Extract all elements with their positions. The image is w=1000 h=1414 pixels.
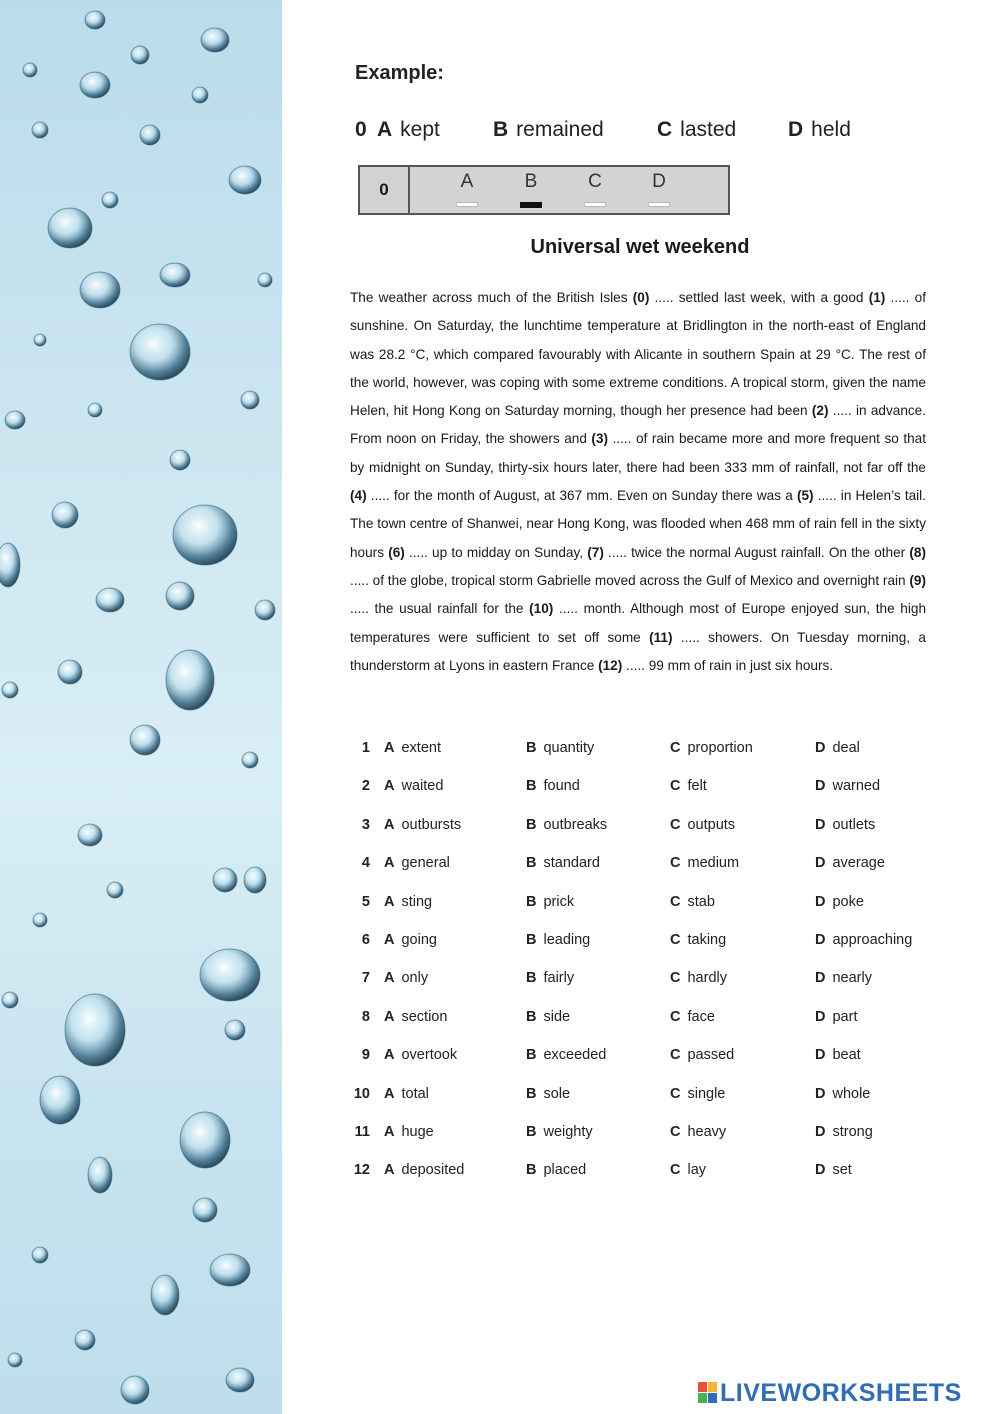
- question-option-b[interactable]: [526, 778, 580, 794]
- option-letter: D: [815, 778, 826, 795]
- question-number: 12: [353, 1162, 370, 1179]
- passage-segment: ..... of the globe, tropical storm Gabrielle moved across the Gulf of Mexico and overnight rain: [350, 572, 910, 588]
- gap-number: (6): [388, 544, 405, 560]
- gap-number: (0): [632, 290, 650, 305]
- option-letter: B: [526, 778, 537, 795]
- option-letter: B: [526, 970, 537, 987]
- option-word: quantity: [543, 740, 595, 756]
- example-option-b: B remained: [493, 118, 604, 141]
- question-option-b[interactable]: [526, 970, 574, 986]
- question-row: [350, 1047, 950, 1077]
- passage-segment: ..... up to midday on Sunday,: [404, 544, 588, 560]
- option-word: warned: [832, 778, 881, 795]
- option-letter: A: [384, 740, 395, 756]
- question-number: 2: [361, 778, 370, 795]
- option-letter: D: [815, 893, 826, 910]
- option-word: standard: [543, 855, 600, 872]
- gap-number: (11): [649, 629, 673, 645]
- question-option-c[interactable]: [670, 970, 727, 986]
- question-number: 9: [361, 1047, 370, 1064]
- question-row: [350, 855, 950, 885]
- option-word: section: [401, 1008, 448, 1025]
- option-letter: B: [526, 816, 537, 833]
- answer-mark-c: [584, 202, 606, 207]
- option-letter: A: [384, 893, 395, 910]
- question-option-c[interactable]: [670, 778, 707, 794]
- option-letter: C: [670, 855, 681, 872]
- option-letter: A: [384, 778, 395, 795]
- option-word: outputs: [687, 816, 736, 833]
- option-letter: D: [815, 1008, 826, 1025]
- option-word: stab: [687, 893, 715, 910]
- question-option-d[interactable]: [815, 932, 912, 948]
- question-row: [350, 1086, 950, 1116]
- option-word: going: [401, 932, 437, 948]
- question-option-d[interactable]: [815, 894, 864, 910]
- option-word: set: [832, 1162, 852, 1179]
- gap-number: (1): [868, 290, 886, 305]
- question-row: [350, 778, 950, 808]
- question-option-a[interactable]: [384, 855, 450, 871]
- option-word: average: [832, 855, 885, 872]
- brand-name: LIVEWORKSHEETS: [720, 1378, 962, 1407]
- option-word: proportion: [687, 740, 753, 756]
- option-letter: B: [526, 1047, 537, 1064]
- option-word: taking: [687, 932, 727, 948]
- option-word: beat: [832, 1047, 861, 1064]
- question-option-c[interactable]: [670, 1047, 734, 1063]
- option-word: strong: [832, 1124, 873, 1140]
- option-letter: B: [526, 1124, 537, 1140]
- option-letter: C: [670, 778, 681, 795]
- passage-segment: ..... for the month of August, at 367 mm. Even on Sunday there was a: [366, 488, 797, 504]
- option-letter: B: [526, 932, 537, 948]
- option-word: single: [687, 1085, 726, 1102]
- option-word: approaching: [832, 932, 913, 948]
- passage-segment: ..... settled last week, with a good: [649, 290, 869, 305]
- question-option-c[interactable]: [670, 932, 726, 948]
- option-word: deposited: [401, 1162, 465, 1179]
- question-number: 4: [361, 855, 370, 872]
- option-letter: B: [526, 740, 537, 756]
- option-word: general: [401, 855, 450, 872]
- water-drops-graphic: [0, 0, 282, 1414]
- question-option-c[interactable]: [670, 894, 715, 910]
- answer-mark-d: [648, 202, 670, 207]
- option-word: poke: [832, 893, 864, 910]
- passage-segment: ..... the usual rainfall for the: [350, 601, 530, 617]
- question-option-b[interactable]: [526, 817, 607, 833]
- question-row: [350, 932, 950, 962]
- gap-number: (7): [587, 544, 604, 560]
- question-option-b[interactable]: [526, 1162, 586, 1178]
- option-word: outlets: [832, 816, 876, 833]
- passage-segment: ..... month. Although most of Europe enjoyed sun, the high temperatures were sufficient to set off some: [350, 601, 927, 645]
- question-option-c[interactable]: [670, 1124, 726, 1140]
- option-letter: D: [815, 1124, 826, 1140]
- option-letter: B: [526, 1162, 537, 1179]
- option-word: outbreaks: [543, 816, 608, 833]
- question-row: [350, 1162, 950, 1192]
- water-drops-image: [0, 0, 282, 1414]
- question-number: 3: [361, 816, 370, 833]
- option-word: felt: [687, 778, 707, 795]
- option-word: leading: [543, 932, 591, 948]
- question-option-b[interactable]: [526, 1086, 570, 1102]
- question-option-d[interactable]: [815, 970, 872, 986]
- question-option-c[interactable]: [670, 740, 753, 756]
- passage-segment: ..... twice the normal August rainfall. On the other: [603, 544, 910, 560]
- example-option-a: A kept: [377, 118, 440, 141]
- passage-segment: ..... of rain became more and more frequent so that by midnight on Sunday, thirty-six hours later, there had been 333 mm of rainfall, not far off the: [350, 431, 926, 475]
- question-option-a[interactable]: [384, 817, 461, 833]
- option-letter: D: [815, 1047, 826, 1064]
- option-word: prick: [543, 893, 575, 910]
- option-word: total: [401, 1085, 429, 1102]
- question-option-d[interactable]: [815, 740, 860, 756]
- option-word: exceeded: [543, 1047, 607, 1064]
- option-letter: C: [670, 816, 681, 833]
- question-option-d[interactable]: [815, 778, 880, 794]
- question-option-a[interactable]: [384, 894, 432, 910]
- question-row: [350, 817, 950, 847]
- gap-number: (2): [811, 403, 829, 419]
- option-word: part: [832, 1008, 858, 1025]
- question-option-c[interactable]: [670, 1009, 715, 1025]
- option-word: weighty: [543, 1124, 593, 1140]
- option-letter: A: [384, 1047, 395, 1064]
- question-row: [350, 1009, 950, 1039]
- question-option-a[interactable]: [384, 1162, 464, 1178]
- option-word: huge: [401, 1124, 434, 1140]
- option-letter: A: [384, 970, 395, 987]
- question-option-c[interactable]: [670, 1086, 725, 1102]
- question-option-a[interactable]: [384, 1086, 429, 1102]
- option-letter: A: [384, 1085, 395, 1102]
- option-letter: D: [815, 816, 826, 833]
- option-letter: B: [526, 893, 537, 910]
- question-number: 10: [353, 1085, 370, 1102]
- question-row: [350, 894, 950, 924]
- question-row: [350, 740, 950, 770]
- question-number: 5: [361, 893, 370, 910]
- option-word: hardly: [687, 970, 727, 987]
- question-option-a[interactable]: [384, 932, 437, 948]
- answer-mark-a: [456, 202, 478, 207]
- example-heading: Example:: [355, 62, 444, 84]
- option-letter: D: [815, 1085, 826, 1102]
- option-letter: B: [526, 1085, 537, 1102]
- option-letter: C: [670, 970, 681, 987]
- option-letter: D: [815, 855, 826, 872]
- question-option-b[interactable]: [526, 1124, 593, 1140]
- option-letter: C: [670, 1124, 681, 1140]
- gap-number: (3): [591, 431, 609, 447]
- question-option-a[interactable]: [384, 740, 441, 756]
- option-word: passed: [687, 1047, 735, 1064]
- gap-number: (9): [909, 572, 926, 588]
- question-option-a[interactable]: [384, 970, 428, 986]
- passage-segment: The weather across much of the British Isles: [350, 290, 633, 305]
- question-number: 6: [361, 932, 370, 948]
- example-answer-sheet: [358, 165, 730, 215]
- example-option-c: C lasted: [657, 118, 737, 141]
- liveworksheets-logo: [698, 1380, 962, 1406]
- option-word: lay: [687, 1162, 707, 1179]
- answer-mark-b: [520, 202, 542, 208]
- passage-text: [350, 284, 926, 680]
- gap-number: (4): [350, 488, 367, 504]
- question-row: [350, 1124, 950, 1154]
- option-letter: A: [384, 932, 395, 948]
- option-letter: C: [670, 1047, 681, 1064]
- passage-segment: ..... 99 mm of rain in just six hours.: [622, 657, 834, 673]
- question-option-d[interactable]: [815, 1162, 852, 1178]
- passage-segment: ..... in advance. From noon on Friday, the showers and: [350, 403, 927, 447]
- option-letter: C: [670, 932, 681, 948]
- passage-segment: ..... showers. On Tuesday morning, a thunderstorm at Lyons in eastern France: [350, 629, 926, 673]
- passage-segment: ..... in Helen’s tail. The town centre of Shanwei, near Hong Kong, was flooded when 468 mm of rain fell in the sixty hours: [350, 488, 926, 560]
- question-option-a[interactable]: [384, 1009, 447, 1025]
- answer-sheet-letter-c: C: [588, 171, 602, 192]
- option-word: whole: [832, 1085, 871, 1102]
- answer-sheet-number: 0: [360, 167, 410, 213]
- option-word: face: [687, 1008, 715, 1025]
- option-word: extent: [401, 740, 441, 756]
- question-option-b[interactable]: [526, 855, 600, 871]
- question-option-c[interactable]: [670, 1162, 706, 1178]
- option-word: found: [543, 778, 580, 795]
- question-number: 7: [361, 970, 370, 987]
- option-letter: C: [670, 893, 681, 910]
- question-option-b[interactable]: [526, 894, 574, 910]
- option-letter: C: [670, 1162, 681, 1179]
- option-word: sole: [543, 1085, 571, 1102]
- brand-icon: [698, 1382, 718, 1404]
- answer-sheet-letter-b: B: [524, 171, 538, 192]
- option-letter: B: [526, 1008, 537, 1025]
- question-option-d[interactable]: [815, 1086, 870, 1102]
- option-word: overtook: [401, 1047, 458, 1064]
- option-letter: A: [384, 816, 395, 833]
- passage-segment: ..... of sunshine. On Saturday, the lunchtime temperature at Bridlington in the north-east of England was 28.2 °C, which compared favourably with Alicante in southern Spain at 29 °C. The rest of the world, however, was coping with some extreme conditions. A tropical storm, given the name Helen, hit Hong Kong on Saturday morning, though her presence had been: [350, 290, 927, 419]
- example-options: [355, 118, 915, 148]
- option-word: side: [543, 1008, 571, 1025]
- question-number: 11: [354, 1124, 370, 1140]
- option-word: fairly: [543, 970, 575, 987]
- example-option-d: D held: [788, 118, 851, 141]
- question-option-a[interactable]: [384, 778, 443, 794]
- question-number: 1: [361, 740, 370, 756]
- option-word: heavy: [687, 1124, 727, 1140]
- answer-sheet-letter-a: A: [460, 171, 474, 192]
- question-option-d[interactable]: [815, 817, 875, 833]
- question-number: 8: [361, 1008, 370, 1025]
- answer-sheet-letter-d: D: [652, 171, 666, 192]
- question-option-d[interactable]: [815, 1124, 873, 1140]
- option-word: waited: [401, 778, 444, 795]
- question-option-b[interactable]: [526, 1047, 606, 1063]
- question-option-d[interactable]: [815, 855, 885, 871]
- option-letter: A: [384, 1008, 395, 1025]
- option-letter: A: [384, 1124, 395, 1140]
- gap-number: (5): [796, 488, 814, 504]
- option-word: deal: [832, 740, 860, 756]
- question-option-d[interactable]: [815, 1047, 861, 1063]
- option-letter: D: [815, 1162, 826, 1179]
- option-letter: C: [670, 1008, 681, 1025]
- question-option-c[interactable]: [670, 817, 735, 833]
- option-word: sting: [401, 893, 433, 910]
- gap-number: (12): [598, 657, 623, 673]
- option-letter: C: [670, 1085, 681, 1102]
- question-option-a[interactable]: [384, 1047, 457, 1063]
- option-letter: D: [815, 740, 826, 756]
- option-letter: C: [670, 740, 681, 756]
- question-option-b[interactable]: [526, 932, 590, 948]
- gap-number: (10): [529, 601, 554, 617]
- question-row: [350, 970, 950, 1000]
- option-letter: A: [384, 1162, 395, 1179]
- question-option-b[interactable]: [526, 1009, 570, 1025]
- option-word: placed: [543, 1162, 587, 1179]
- gap-number: (8): [909, 544, 926, 560]
- question-option-c[interactable]: [670, 855, 739, 871]
- passage-title: Universal wet weekend: [530, 236, 750, 258]
- option-letter: B: [526, 855, 537, 872]
- option-word: nearly: [832, 970, 872, 987]
- option-word: outbursts: [401, 816, 462, 833]
- question-option-b[interactable]: [526, 740, 594, 756]
- option-letter: A: [384, 855, 395, 872]
- example-number: 0: [355, 118, 367, 141]
- question-option-d[interactable]: [815, 1009, 857, 1025]
- option-letter: D: [815, 932, 826, 948]
- option-word: medium: [687, 855, 740, 872]
- option-word: only: [401, 970, 429, 987]
- question-option-a[interactable]: [384, 1124, 434, 1140]
- option-letter: D: [815, 970, 826, 987]
